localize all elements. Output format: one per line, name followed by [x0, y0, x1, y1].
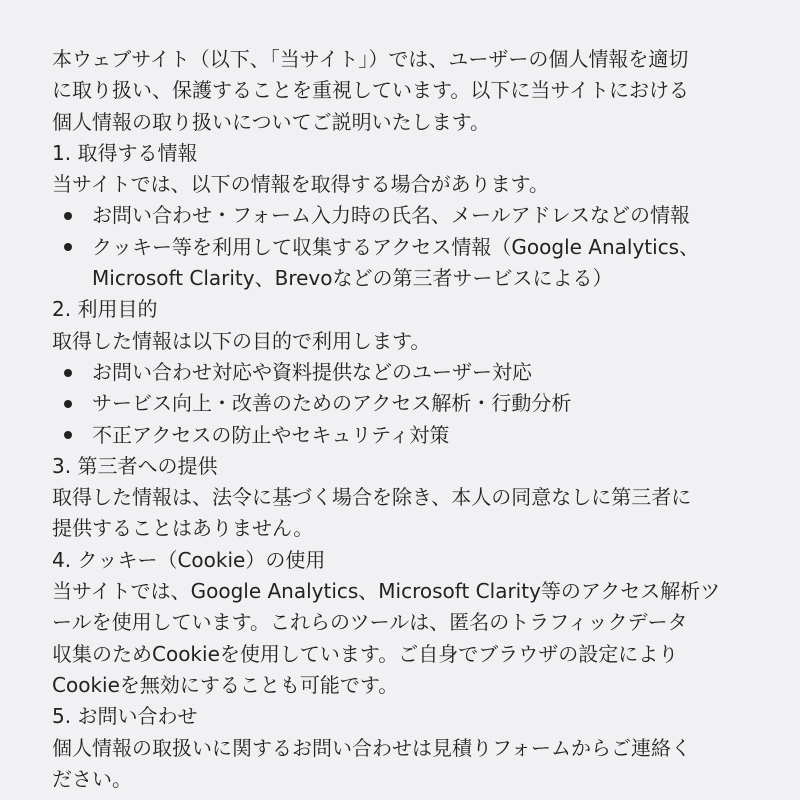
section-paragraph-line: 取得した情報は以下の目的で利用します。: [52, 328, 431, 353]
section-cookie-usage: [52, 545, 748, 701]
intro-line: 本ウェブサイト（以下、「当サイト」）では、ユーザーの個人情報を適切: [52, 47, 689, 71]
section-heading: 4. クッキー（Cookie）の使用: [52, 547, 326, 572]
bullet-icon: [64, 431, 72, 439]
list-item: [52, 200, 748, 231]
section-paragraph-line: ールを使用しています。これらのツールは、匿名のトラフィックデータ: [52, 610, 688, 635]
list-item: [52, 357, 748, 388]
section-paragraph-line: 取得した情報は、法令に基づく場合を除き、本人の同意なしに第三者に: [52, 485, 692, 510]
list-item-text: クッキー等を利用して収集するアクセス情報（Google Analytics、: [92, 234, 700, 259]
list-item-text: お問い合わせ・フォーム入力時の氏名、メールアドレスなどの情報: [92, 203, 690, 228]
section-paragraph-line: 個人情報の取扱いに関するお問い合わせは見積りフォームからご連絡く: [52, 735, 691, 760]
intro-line: 個人情報の取り扱いについてご説明いたします。: [52, 109, 490, 134]
bullet-icon: [64, 212, 72, 220]
section-purpose-of-use: [52, 294, 748, 450]
section-acquired-information: [52, 138, 748, 294]
section-heading: 2. 利用目的: [52, 297, 158, 322]
section-paragraph-line: 当サイトでは、以下の情報を取得する場合があります。: [52, 172, 549, 197]
section-heading: 3. 第三者への提供: [52, 453, 218, 478]
section-paragraph-line: 提供することはありません。: [52, 516, 314, 541]
list-item: [52, 420, 748, 451]
intro-line: に取り扱い、保護することを重視しています。以下に当サイトにおける: [52, 78, 689, 103]
intro-paragraph: [52, 44, 748, 138]
list-item: [52, 388, 748, 419]
section-contact: [52, 701, 748, 795]
list-item-text: 不正アクセスの防止やセキュリティ対策: [92, 422, 450, 447]
section-third-party-provision: [52, 451, 748, 545]
list-item-text: お問い合わせ対応や資料提供などのユーザー対応: [92, 359, 532, 384]
list-item-text: サービス向上・改善のためのアクセス解析・行動分析: [92, 391, 572, 416]
list-item-text: Microsoft Clarity、Brevoなどの第三者サービスによる）: [92, 266, 613, 291]
bullet-icon: [64, 369, 72, 377]
section-paragraph-line: 収集のためCookieを使用しています。ご自身でブラウザの設定により: [52, 641, 679, 666]
section-heading: 1. 取得する情報: [52, 140, 198, 165]
bullet-icon: [64, 243, 72, 251]
section-heading: 5. お問い合わせ: [52, 704, 198, 729]
list-item: [52, 232, 748, 263]
section-paragraph-line: 当サイトでは、Google Analytics、Microsoft Clarity等のアクセス解析ツ: [52, 579, 721, 604]
list-item-continuation: [52, 263, 748, 294]
section-paragraph-line: Cookieを無効にすることも可能です。: [52, 672, 399, 697]
bullet-icon: [64, 400, 72, 408]
section-paragraph-line: ださい。: [52, 766, 132, 791]
